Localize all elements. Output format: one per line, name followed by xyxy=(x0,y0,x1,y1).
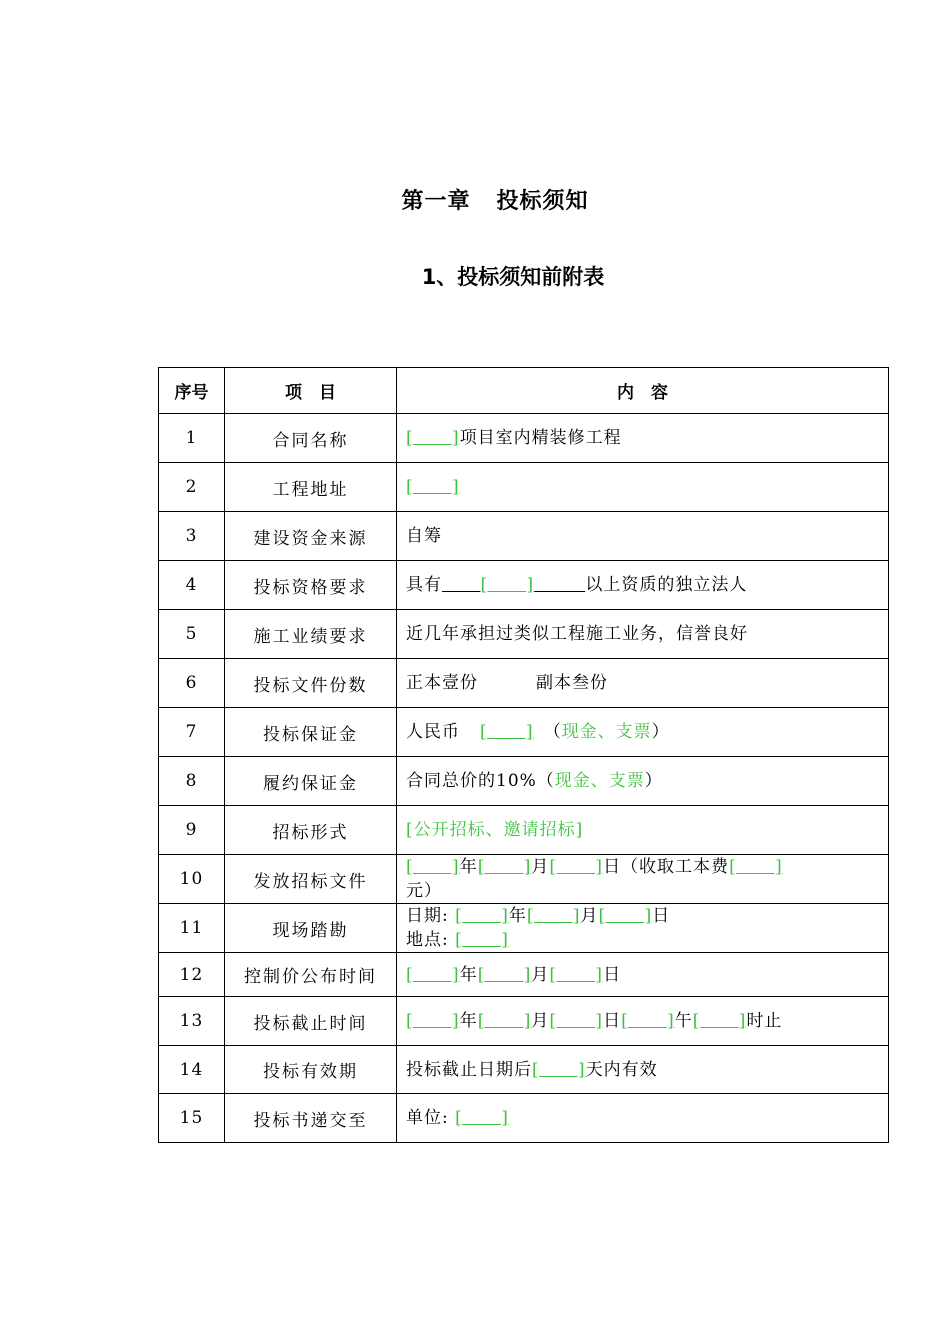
row-content xyxy=(397,953,889,997)
header-content: 内 容 xyxy=(397,368,889,414)
fill-in-blank[interactable]: [ ] xyxy=(692,1011,747,1031)
content-text: 单位: xyxy=(406,1108,449,1128)
payment-options: 现金、支票 xyxy=(561,722,652,742)
row-item: 招标形式 xyxy=(225,806,397,855)
content-text: 年 xyxy=(459,1011,478,1031)
content-text: 天内有效 xyxy=(585,1059,658,1080)
duplicate-copies: 副本叁份 xyxy=(536,673,608,693)
content-text: 具有 xyxy=(406,575,442,595)
content-text: 日（收取工本费 xyxy=(603,857,730,877)
table-row xyxy=(159,610,889,659)
table-row xyxy=(159,904,889,953)
underline-blank[interactable] xyxy=(442,575,480,595)
row-item: 投标保证金 xyxy=(225,708,397,757)
date-label: 日期: xyxy=(406,906,449,926)
original-copies: 正本壹份 xyxy=(406,673,478,693)
header-num: 序号 xyxy=(159,368,225,414)
table-row xyxy=(159,997,889,1046)
row-num: 4 xyxy=(159,561,225,610)
row-content xyxy=(397,708,889,757)
row-num: 14 xyxy=(159,1046,225,1094)
content-text: 年 xyxy=(508,906,527,926)
content-text: 月 xyxy=(531,964,550,985)
fill-in-blank[interactable]: [ ] xyxy=(549,857,604,877)
paren-close: ） xyxy=(651,722,670,742)
row-content xyxy=(397,806,889,855)
row-content xyxy=(397,904,889,953)
row-content xyxy=(397,1094,889,1143)
row-content xyxy=(397,659,889,708)
table-row xyxy=(159,1094,889,1143)
content-text: 日 xyxy=(652,906,671,926)
row-item: 控制价公布时间 xyxy=(225,953,397,997)
content-text: 元） xyxy=(406,881,442,901)
table-row xyxy=(159,1046,889,1094)
content-text: 月 xyxy=(531,1011,550,1031)
row-num: 8 xyxy=(159,757,225,806)
fill-in-blank[interactable]: [ ] xyxy=(526,906,581,926)
row-item: 建设资金来源 xyxy=(225,512,397,561)
row-content xyxy=(397,1046,889,1094)
content-text: ） xyxy=(644,771,663,791)
row-item: 投标截止时间 xyxy=(225,997,397,1046)
section-title: 1、投标须知前附表 xyxy=(421,265,605,289)
row-num: 15 xyxy=(159,1094,225,1143)
row-content: 近几年承担过类似工程施工业务，信誉良好 xyxy=(397,610,889,659)
fill-in-blank[interactable]: [ ] xyxy=(480,575,535,595)
row-content xyxy=(397,855,889,904)
content-text: 月 xyxy=(580,906,599,926)
content-text: 以上资质的独立法人 xyxy=(585,575,748,595)
row-item: 投标文件份数 xyxy=(225,659,397,708)
content-text: 日 xyxy=(603,964,622,985)
row-item: 投标有效期 xyxy=(225,1046,397,1094)
content-text: 午 xyxy=(674,1011,693,1031)
row-item: 工程地址 xyxy=(225,463,397,512)
row-num: 12 xyxy=(159,953,225,997)
content-text: 人民币 xyxy=(406,722,460,742)
bidding-form-options: [公开招标、邀请招标] xyxy=(406,820,584,840)
table-header-row xyxy=(159,368,889,414)
row-item: 现场踏勘 xyxy=(225,904,397,953)
row-num: 1 xyxy=(159,414,225,463)
table-row xyxy=(159,806,889,855)
front-attachment-table xyxy=(158,367,889,1143)
table-row xyxy=(159,953,889,997)
fill-in-blank[interactable]: [ ] xyxy=(621,1011,675,1031)
paren-open: （ xyxy=(543,722,562,742)
table-row xyxy=(159,855,889,904)
table-row xyxy=(159,659,889,708)
fill-in-blank[interactable]: [ ] xyxy=(477,1011,532,1031)
fill-in-blank[interactable]: [ ] xyxy=(532,1059,586,1080)
row-num: 3 xyxy=(159,512,225,561)
fill-in-blank[interactable]: [ ] xyxy=(406,477,460,497)
row-content xyxy=(397,757,889,806)
table-row xyxy=(159,463,889,512)
row-num: 10 xyxy=(159,855,225,904)
fill-in-blank[interactable]: [ ] xyxy=(406,1011,460,1031)
place-label: 地点: xyxy=(406,930,449,950)
row-content xyxy=(397,463,889,512)
fill-in-blank[interactable]: [ ] xyxy=(455,930,509,950)
fill-in-blank[interactable]: [ ] xyxy=(477,964,532,985)
table-row xyxy=(159,512,889,561)
content-text: 时止 xyxy=(746,1011,783,1031)
content-text: 月 xyxy=(531,857,550,877)
payment-options: 现金、支票 xyxy=(554,771,645,791)
row-num: 5 xyxy=(159,610,225,659)
row-item: 投标书递交至 xyxy=(225,1094,397,1143)
row-item: 合同名称 xyxy=(225,414,397,463)
fill-in-blank[interactable]: [ ] xyxy=(549,964,604,985)
row-content: 自筹 xyxy=(397,512,889,561)
fill-in-blank[interactable]: [ ] xyxy=(455,906,509,926)
row-num: 2 xyxy=(159,463,225,512)
underline-blank[interactable] xyxy=(534,575,585,595)
table-row xyxy=(159,561,889,610)
row-num: 9 xyxy=(159,806,225,855)
fill-in-blank[interactable]: [ ] xyxy=(406,428,460,448)
row-item: 发放招标文件 xyxy=(225,855,397,904)
row-num: 11 xyxy=(159,904,225,953)
chapter-title xyxy=(0,184,950,215)
fill-in-blank[interactable]: [ ] xyxy=(455,1108,509,1128)
content-text: 日 xyxy=(603,1011,622,1031)
row-num: 13 xyxy=(159,997,225,1046)
fill-in-blank[interactable]: [ ] xyxy=(549,1011,604,1031)
table-row xyxy=(159,414,889,463)
header-item: 项 目 xyxy=(225,368,397,414)
row-num: 6 xyxy=(159,659,225,708)
row-item: 施工业绩要求 xyxy=(225,610,397,659)
table-row xyxy=(159,708,889,757)
content-text: 合同总价的10%（ xyxy=(406,771,555,791)
fill-in-blank[interactable]: [ ] xyxy=(406,857,460,877)
content-text: 项目室内精装修工程 xyxy=(459,428,622,448)
row-content xyxy=(397,997,889,1046)
fill-in-blank[interactable]: [ ] xyxy=(480,722,534,742)
row-item: 投标资格要求 xyxy=(225,561,397,610)
content-text: 年 xyxy=(459,857,478,877)
row-content xyxy=(397,561,889,610)
fill-in-blank[interactable]: [ ] xyxy=(477,857,532,877)
row-num: 7 xyxy=(159,708,225,757)
content-text: 投标截止日期后 xyxy=(406,1059,532,1080)
fill-in-blank[interactable]: [ ] xyxy=(729,857,783,877)
fill-in-blank[interactable]: [ ] xyxy=(598,906,653,926)
chapter-number: 第一章 xyxy=(401,189,471,214)
content-text: 年 xyxy=(459,964,478,985)
table-row xyxy=(159,757,889,806)
row-item: 履约保证金 xyxy=(225,757,397,806)
row-content xyxy=(397,414,889,463)
fill-in-blank[interactable]: [ ] xyxy=(406,964,460,985)
chapter-name: 投标须知 xyxy=(496,189,589,214)
